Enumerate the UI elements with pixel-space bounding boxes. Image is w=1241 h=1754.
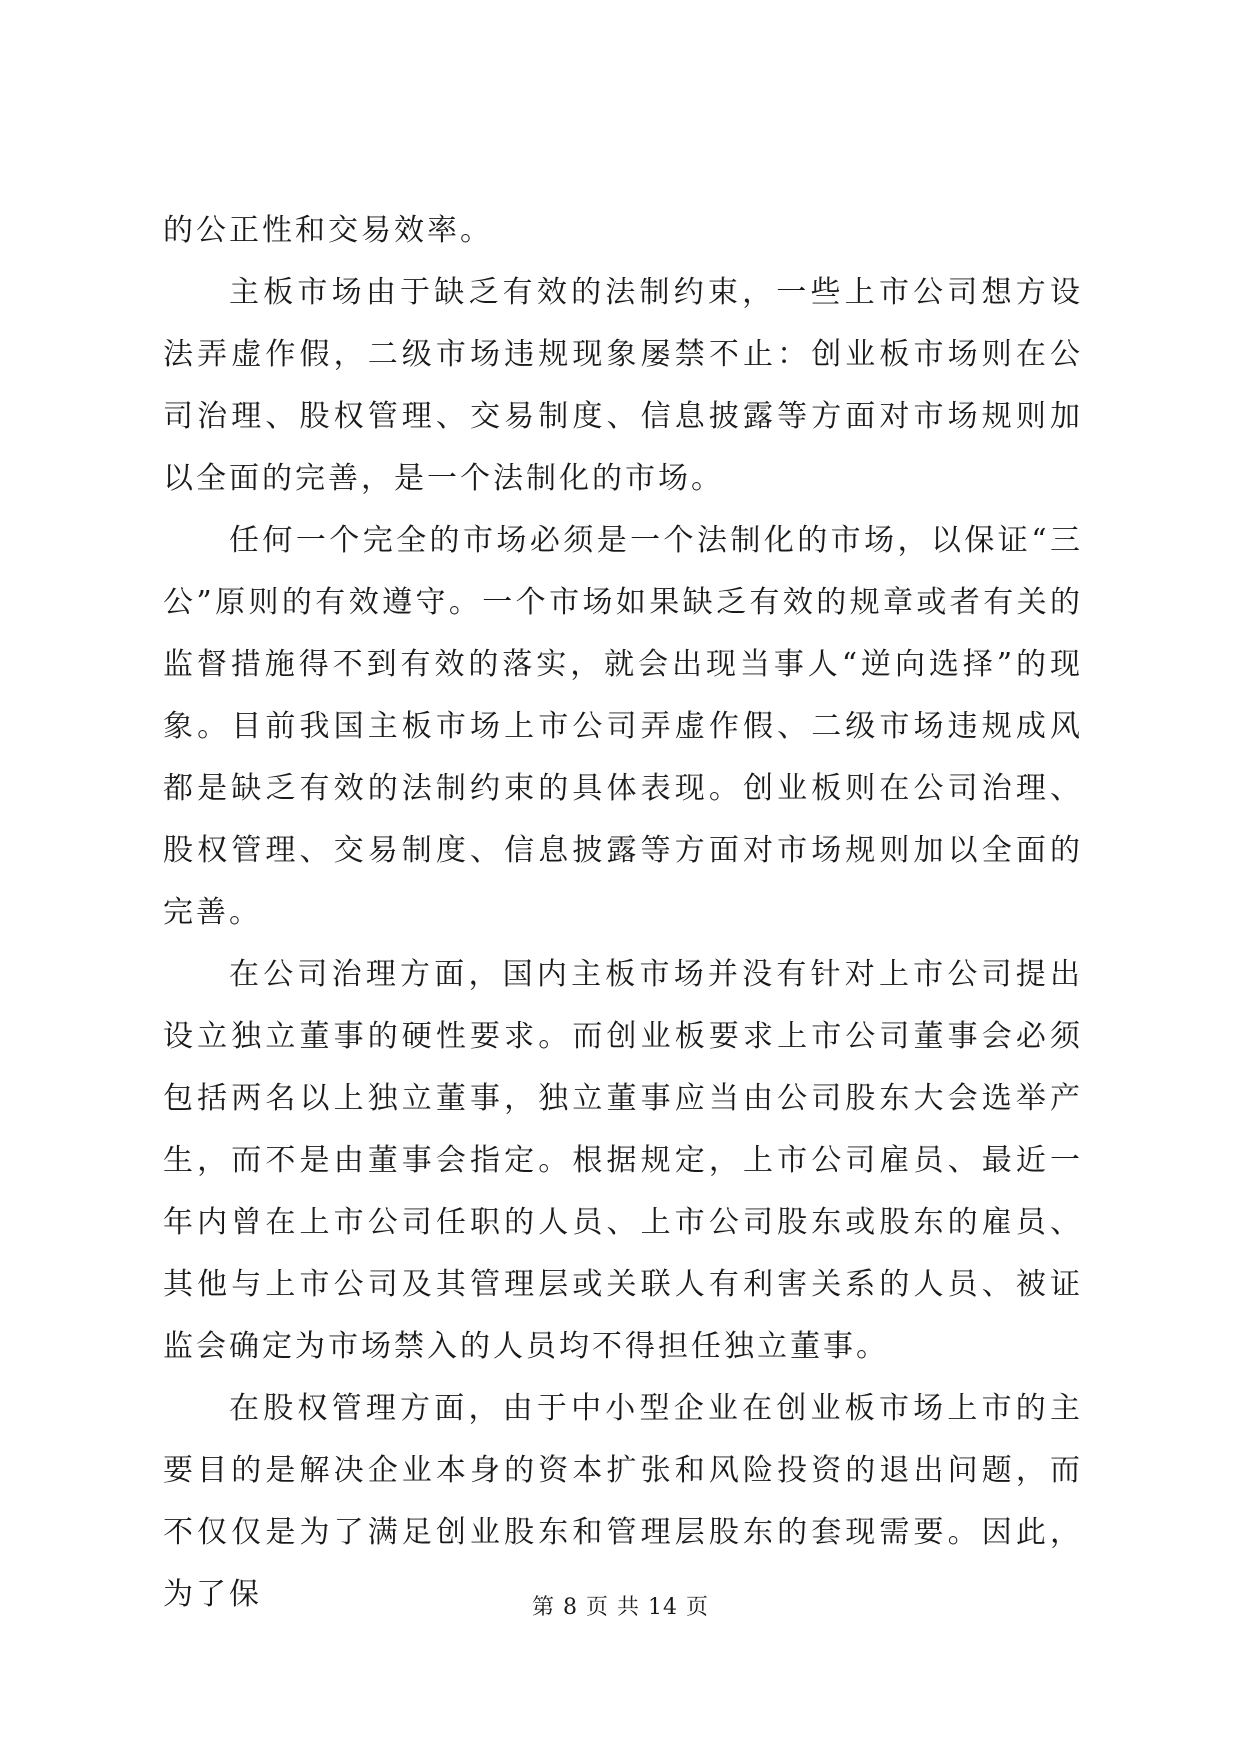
paragraph-legal-market: 任何一个完全的市场必须是一个法制化的市场，以保证“三公”原则的有效遵守。一个市场如果缺乏有效的规章或者有关的监督措施得不到有效的落实，就会出现当事人“逆向选择”的现象。目前我国主板市场上市公司弄虚作假、二级市场违规成风都是缺乏有效的法制约束的具体表现。创业板则在公司治理、股权管理、交易制度、信息披露等方面对市场规则加以全面的完善。 (163, 523, 1083, 930)
paragraph-corporate-governance: 在公司治理方面，国内主板市场并没有针对上市公司提出设立独立董事的硬性要求。而创业板要求上市公司董事会必须包括两名以上独立董事，独立董事应当由公司股东大会选举产生，而不是由董事会指定。根据规定，上市公司雇员、最近一年内曾在上市公司任职的人员、上市公司股东或股东的雇员、其他与上市公司及其管理层或关联人有利害关系的人员、被证监会确定为市场禁入的人员均不得担任独立董事。 (163, 957, 1083, 1364)
page-number-footer: 第 8 页 共 14 页 (532, 1595, 709, 1620)
paragraph-continuation: 的公正性和交易效率。 (163, 213, 493, 248)
paragraph-equity-management: 在股权管理方面，由于中小型企业在创业板市场上市的主要目的是解决企业本身的资本扩张和风险投资的退出问题，而不仅仅是为了满足创业股东和管理层股东的套现需要。因此，为了保 (163, 1391, 1083, 1612)
paragraph-main-board: 主板市场由于缺乏有效的法制约束，一些上市公司想方设法弄虚作假，二级市场违规现象屡禁不止：创业板市场则在公司治理、股权管理、交易制度、信息披露等方面对市场规则加以全面的完善，是一个法制化的市场。 (163, 275, 1083, 496)
document-body (163, 200, 1083, 1626)
